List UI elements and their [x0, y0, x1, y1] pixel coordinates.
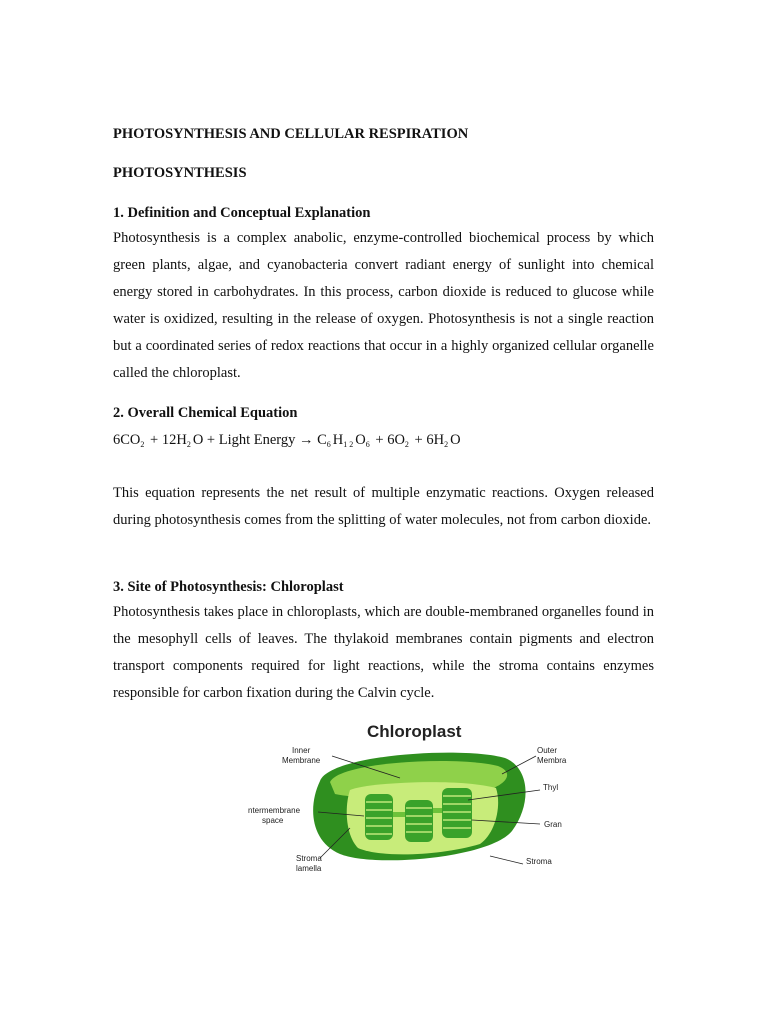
section-heading: PHOTOSYNTHESIS: [113, 165, 247, 181]
label-stroma: Stroma: [526, 857, 552, 866]
label-outer-membrane-2: Membra: [537, 756, 567, 765]
heading-definition: 1. Definition and Conceptual Explanation: [113, 205, 371, 221]
paragraph-chloroplast: Photosynthesis takes place in chloroplasts, which are double-membraned organelles found in the mesophyll cells of leaves. The thylakoid membranes contain pigments and electron transport components required for light reactions, while the stroma contains enzymes responsible for carbon fixation during the Calvin cycle.: [113, 604, 654, 701]
heading-equation: 2. Overall Chemical Equation: [113, 405, 298, 421]
granum-1: [365, 794, 393, 840]
label-stroma-lamella-1: Stroma: [296, 854, 322, 863]
paragraph-equation: This equation represents the net result of multiple enzymatic reactions. Oxygen released during photosynthesis comes from the splitting of water molecules, not from carbon dioxide.: [113, 485, 654, 528]
document-title: PHOTOSYNTHESIS AND CELLULAR RESPIRATION: [113, 126, 469, 142]
label-granum: Gran: [544, 820, 562, 829]
granum-2: [405, 800, 433, 842]
chemical-equation: $6CO_2 + 12H_2O$ + Light Energy → $C_6H_{12}O_6 + 6O_2 + 6H_2O$: [113, 432, 461, 449]
label-outer-membrane-1: Outer: [537, 746, 558, 755]
label-intermembrane-2: space: [262, 816, 284, 825]
figure-title: Chloroplast: [367, 722, 462, 741]
chloroplast-svg: [240, 716, 570, 886]
heading-chloroplast: 3. Site of Photosynthesis: Chloroplast: [113, 579, 344, 595]
paragraph-definition: Photosynthesis is a complex anabolic, enzyme-controlled biochemical process by which green plants, algae, and cyanobacteria convert radiant energy of sunlight into chemical energy stored in carbohydrates. In this process, carbon dioxide is reduced to glucose while water is oxidized, resulting in the release of oxygen. Photosynthesis is not a single reaction but a coordinated series of redox reactions that occur in a highly organized cellular organelle called the chloroplast.: [113, 230, 654, 381]
label-intermembrane-1: ntermembrane: [248, 806, 301, 815]
label-thylakoid: Thyl: [543, 783, 559, 792]
chloroplast-diagram: [240, 716, 570, 886]
reaction-arrow: →: [299, 432, 314, 448]
label-stroma-lamella-2: lamella: [296, 864, 322, 873]
label-inner-membrane-2: Membrane: [282, 756, 321, 765]
label-inner-membrane-1: Inner: [292, 746, 311, 755]
